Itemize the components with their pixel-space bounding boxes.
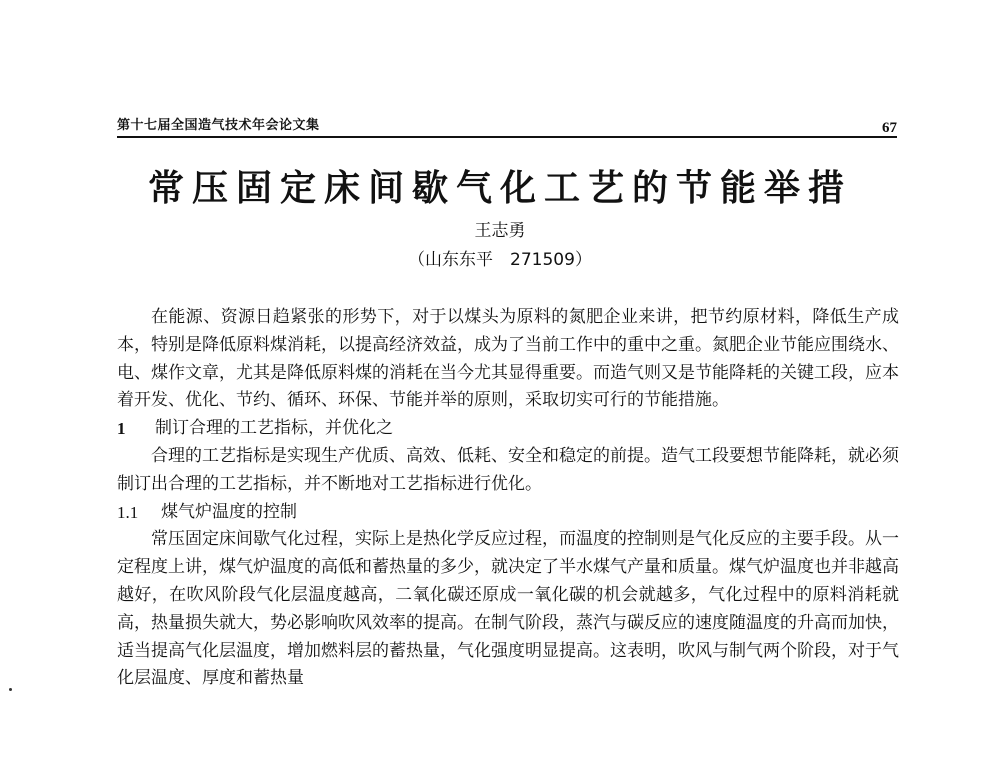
section-1-heading (117, 415, 899, 443)
intro-paragraph: 在能源、资源日趋紧张的形势下，对于以煤头为原料的氮肥企业来讲，把节约原材料，降低生产成本，特别是降低原料煤消耗，以提高经济效益，成为了当前工作中的重中之重。氮肥企业节能应围绕水、电、煤作文章，尤其是降低原料煤的消耗在当今尤其显得重要。而造气则又是节能降耗的关键工段，应本着开发、优化、节约、循环、环保、节能并举的原则，采取切实可行的节能措施。 (117, 307, 899, 411)
running-header (117, 112, 897, 138)
section-1-number: 1 (117, 419, 126, 439)
section-1-1-title: 煤气炉温度的控制 (161, 501, 297, 522)
section-1-paragraph: 合理的工艺指标是实现生产优质、高效、低耗、安全和稳定的前提。造气工段要想节能降耗，就必须制订出合理的工艺指标，并不断地对工艺指标进行优化。 (117, 445, 899, 494)
scan-speck (9, 688, 12, 691)
section-1-title: 制订合理的工艺指标，并优化之 (155, 418, 393, 439)
author-affiliation: （山东东平 271509） (408, 250, 592, 270)
page-number: 67 (882, 120, 897, 136)
section-1-1-heading (117, 499, 899, 527)
section-1-1-number: 1.1 (117, 502, 139, 522)
section-1-1-paragraph: 常压固定床间歇气化过程，实际上是热化学反应过程，而温度的控制则是气化反应的主要手段。从一定程度上讲，煤气炉温度的高低和蓄热量的多少，就决定了半水煤气产量和质量。煤气炉温度也并非越高越好，在吹风阶段气化层温度越高，二氧化碳还原成一氧化碳的机会就越多，气化过程中的原料消耗就高，热量损失就大，势必影响吹风效率的提高。在制气阶段，蒸汽与碳反应的速度随温度的升高而加快，适当提高气化层温度，增加燃料层的蓄热量，气化强度明显提高。这表明，吹风与制气两个阶段，对于气化层温度、厚度和蓄热量 (117, 529, 899, 689)
article-title: 常压固定床间歇气化工艺的节能举措 (147, 168, 852, 209)
journal-name: 第十七届全国造气技术年会论文集 (117, 118, 320, 133)
article-body (117, 304, 899, 693)
author-name: 王志勇 (474, 221, 526, 241)
